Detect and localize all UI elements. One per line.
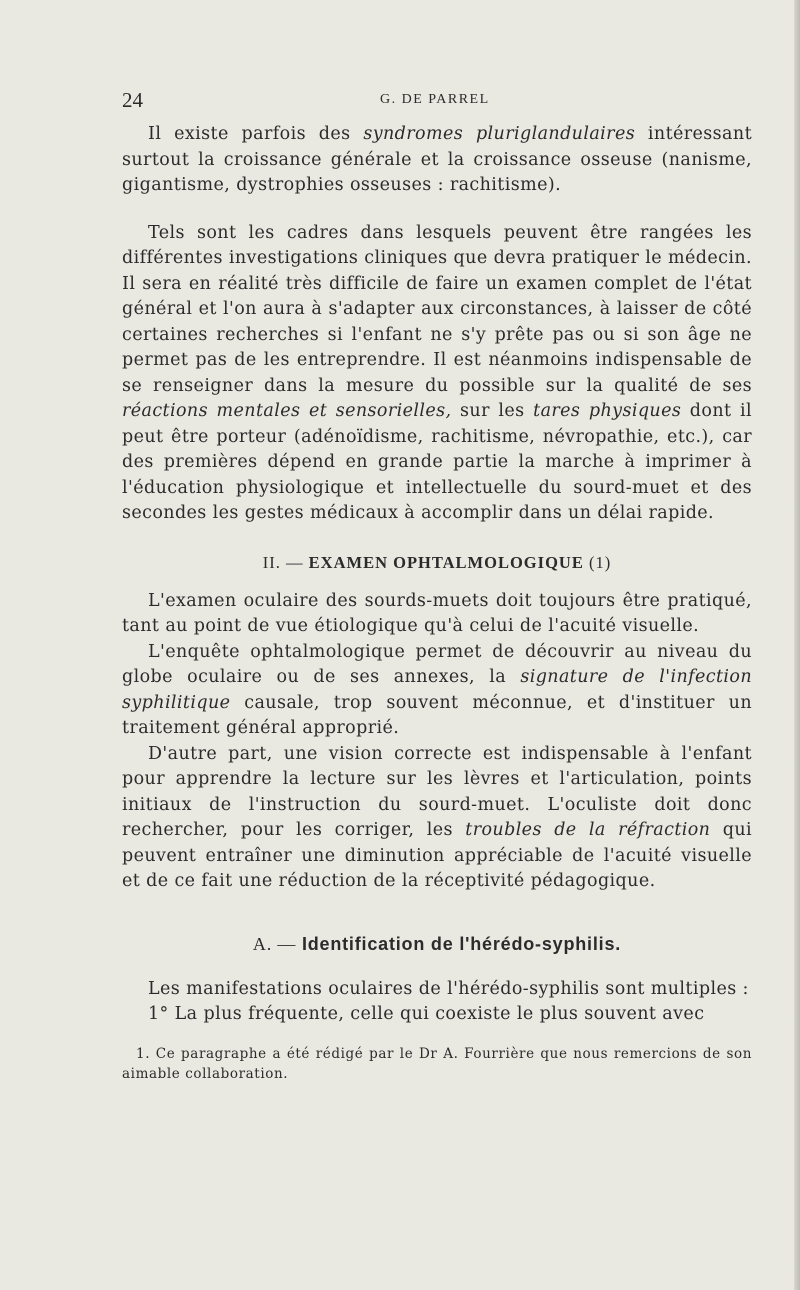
- footnote: 1. Ce paragraphe a été rédigé par le Dr A. Fourrière que nous remercions de son aimable collaboration.: [122, 1045, 752, 1082]
- paragraph-manifestations: Les manifestations oculaires de l'hérédo-syphilis sont multiples :: [148, 978, 749, 999]
- running-head: G. DE PARREL: [380, 92, 490, 107]
- sub-heading-heredo-syphilis: A. — Identification de l'hérédo-syphilis.: [252, 933, 622, 954]
- paragraph-plus-frequente: 1° La plus fréquente, celle qui coexiste le plus souvent avec: [148, 1004, 705, 1024]
- paragraph-investigations: Tels sont les cadres dans lesquels peuvent être rangées les différentes investigations cliniques que devra pratiquer le médecin. Il sera en réalité très difficile de faire un examen complet de l'état général et l'on aura à s'adapter aux circonstances, à laisser de côté certaines recherches si l'enfant ne s'y prête pas ou si son âge ne permet pas de les entreprendre. Il est néanmoins indispensable de se renseigner dans la mesure du possible sur la qualité de ses réactions mentales et sensorielles, sur les tares physiques dont il peut être porteur (adénoïdisme, rachitisme, névropathie, etc.), car des premières dépend en grande partie la marche à imprimer à l'éducation physiologique et intellectuelle du sourd-muet et des secondes les gestes médicaux à accomplir dans un délai rapide.: [122, 222, 753, 523]
- page-content: [122, 88, 752, 1084]
- page-edge: [794, 0, 800, 1290]
- paragraph-syndromes: Il existe parfois des syndromes pluriglandulaires intéressant surtout la croissance générale et la croissance osseuse (nanisme, gigantisme, dystrophies osseuses : rachitisme).: [122, 124, 752, 195]
- paragraph-examen-oculaire: L'examen oculaire des sourds-muets doit toujours être pratiqué, tant au point de vue étiologique qu'à celui de l'acuité visuelle.: [122, 590, 752, 636]
- section-heading-ophtalmo: II. — EXAMEN OPHTALMOLOGIQUE (1): [262, 552, 612, 572]
- page-header: [122, 88, 752, 122]
- paragraph-enquete: L'enquête ophtalmologique permet de découvrir au niveau du globe oculaire ou de ses annexes, la signature de l'infection syphilitique causale, trop souvent méconnue, et d'instituer un traitement général approprié.: [122, 641, 752, 738]
- page-number: 24: [122, 88, 143, 112]
- paragraph-vision-correcte: D'autre part, une vision correcte est indispensable à l'enfant pour apprendre la lecture sur les lèvres et l'articulation, points initiaux de l'instruction du sourd-muet. L'oculiste doit donc rechercher, pour les corriger, les troubles de la réfraction qui peuvent entraîner une diminution appréciable de l'acuité visuelle et de ce fait une réduction de la réceptivité pédagogique.: [122, 743, 752, 891]
